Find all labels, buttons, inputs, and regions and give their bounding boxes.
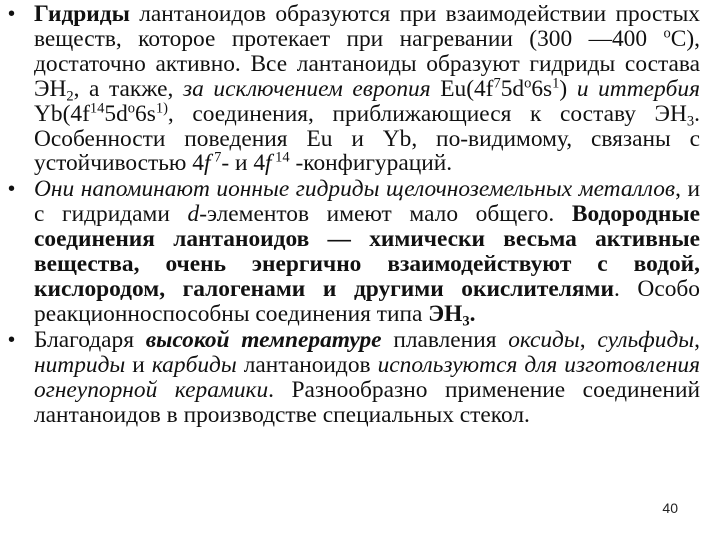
superscript: o [127, 99, 136, 116]
italic-letter: d [187, 201, 200, 228]
text-run: 6s [531, 75, 553, 102]
text-run: 5d [500, 75, 525, 102]
italic-phrase: Они напоминают ионные гидриды щелочноземельных металлов [34, 176, 676, 203]
superscript: o [524, 75, 532, 92]
bullet-icon: • [8, 178, 16, 201]
text-run: -элементов имеют мало общего. [199, 201, 572, 228]
bullet-list [6, 2, 700, 427]
bold-formula: ЭН [428, 300, 463, 327]
text-run: Eu(4f [430, 75, 494, 102]
italic-phrase: и иттербия [576, 75, 700, 102]
italic-phrase: за исключением европия [182, 75, 431, 102]
superscript: 1) [155, 99, 168, 116]
bullet-icon: • [8, 3, 16, 25]
term-hydrides: Гидриды [34, 1, 130, 27]
text-run: . [469, 300, 476, 327]
text-run: , [694, 326, 700, 353]
text-run: , а также, [73, 75, 183, 102]
text-run: С), достаточно активно. Все лантаноиды образуют гидриды состава ЭН [34, 25, 700, 102]
superscript: 14 [89, 99, 105, 116]
bullet-icon: • [8, 328, 16, 351]
subscript: 2 [66, 88, 74, 105]
bullet-item-applications [6, 328, 700, 428]
text-run: 6s [135, 100, 156, 127]
page-number: 40 [662, 500, 678, 516]
text-run: Yb(4f [34, 100, 90, 127]
text-run: , и с гидридами [34, 176, 700, 228]
bullet-item-hydride-formation [6, 2, 700, 176]
text-run: лантаноидов образуются при взаимодействии простых веществ, которое протекает при нагревании (300 —400 [34, 1, 700, 52]
text-run: лантаноидов [236, 351, 378, 378]
text-run: . Особенности поведения Eu и Yb, по-видимому, связаны с устойчивостью 4 [34, 100, 700, 177]
superscript: 7 [493, 75, 501, 92]
text-run: ) [559, 75, 577, 102]
italic-letter: f [203, 150, 211, 177]
superscript: 1 [552, 75, 560, 92]
italic-phrase: используются для изготовления огнеупорной керамики [34, 351, 700, 403]
subscript: 3 [686, 112, 695, 129]
superscript: 14 [271, 149, 290, 166]
text-run: , [579, 326, 598, 353]
text-run: . Разнообразно применение соединений лантаноидов в производстве специальных стекол. [34, 376, 700, 428]
superscript: 7 [210, 149, 222, 166]
text-run: - и 4 [221, 150, 266, 177]
text-run: плавления [381, 326, 509, 353]
italic-letter: f [265, 150, 272, 177]
text-run: . Особо реакционноспособны соединения типа [34, 275, 700, 327]
text-run: , соединения, приближающиеся к составу ЭН [167, 100, 687, 127]
text-run: и [125, 351, 152, 378]
text-run: -конфигураций. [289, 150, 453, 177]
bold-statement: Водородные соединения лантаноидов — химически весьма активные вещества, очень энергично взаимодействуют с водой, кислородом, галогенами и другими окислителями [34, 201, 701, 302]
italic-term: оксиды [508, 326, 580, 353]
text-run: 5d [104, 100, 128, 127]
italic-term: сульфиды [597, 326, 695, 353]
bold-italic-phrase: высокой температуре [145, 326, 382, 353]
italic-term: карбиды [151, 351, 237, 378]
degree-mark: o [663, 25, 671, 42]
italic-term: нитриды [34, 351, 126, 378]
bullet-item-reactivity [6, 176, 701, 330]
text-run: Благодаря [34, 326, 146, 353]
subscript: 3 [462, 313, 470, 330]
